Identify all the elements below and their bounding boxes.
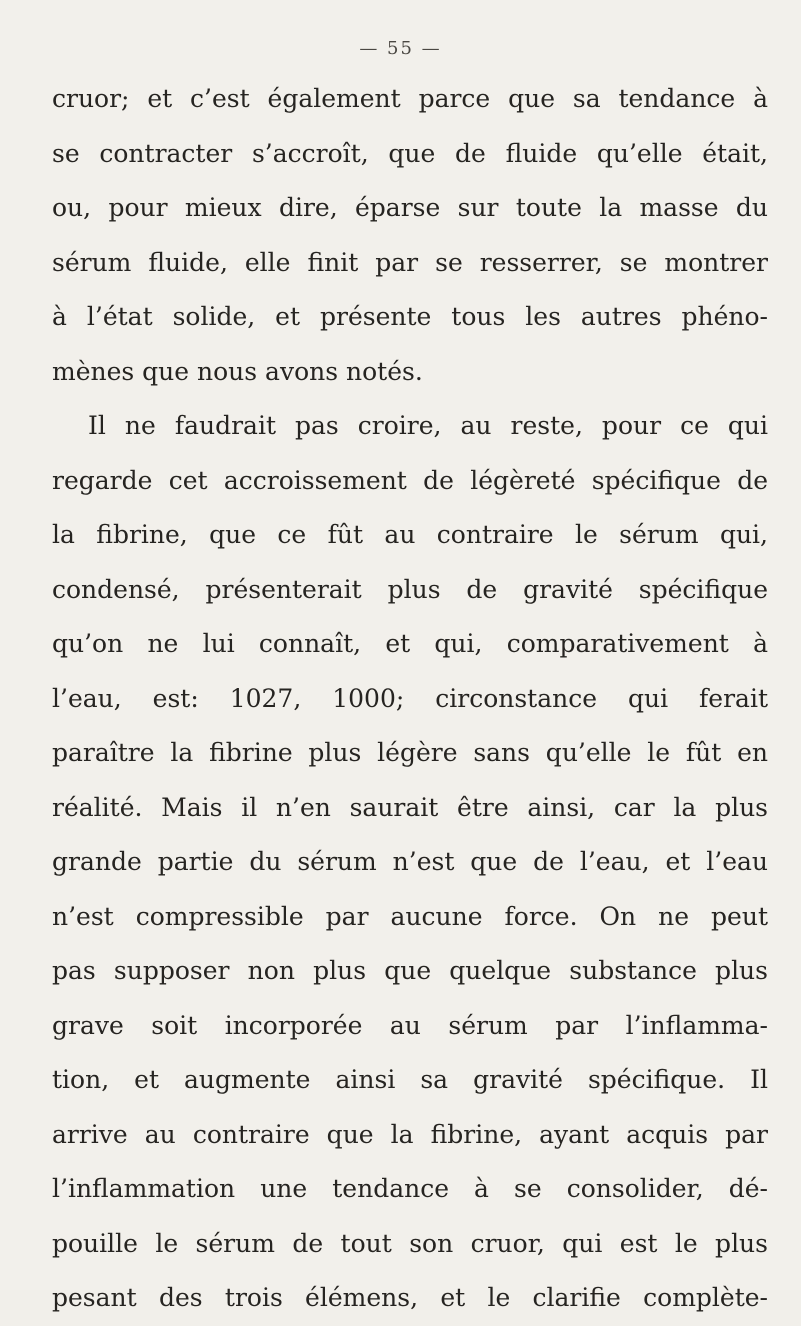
text-line: sérum fluide, elle finit par se resserrer, se montrer xyxy=(52,247,768,277)
body-text xyxy=(52,72,768,1326)
text-line: n’est compressible par aucune force. On ne peut xyxy=(52,901,768,931)
text-line: l’inflammation une tendance à se consolider, dé- xyxy=(52,1174,768,1203)
text-line: la fibrine, que ce fût au contraire le sérum qui, xyxy=(52,520,768,549)
text-line: ou, pour mieux dire, éparse sur toute la masse du xyxy=(52,193,768,222)
text-line: condensé, présenterait plus de gravité spécifique xyxy=(52,574,768,604)
text-line: se contracter s’accroît, que de fluide qu’elle était, xyxy=(52,138,768,168)
text-line: pesant des trois élémens, et le clarifie complète- xyxy=(52,1283,768,1312)
text-line: pas supposer non plus que quelque substance plus xyxy=(52,956,768,985)
text-line: grande partie du sérum n’est que de l’eau, et l’eau xyxy=(52,847,768,876)
text-line: pouille le sérum de tout son cruor, qui est le plus xyxy=(52,1228,768,1258)
text-line: regarde cet accroissement de légèreté spécifique de xyxy=(52,465,768,495)
text-line: mènes que nous avons notés. xyxy=(52,356,423,386)
paragraph-first-line: Il ne faudrait pas croire, au reste, pour ce qui xyxy=(88,411,768,440)
text-line: cruor; et c’est également parce que sa tendance à xyxy=(52,84,768,113)
text-line: paraître la fibrine plus légère sans qu’elle le fût en xyxy=(52,738,768,767)
text-line: à l’état solide, et présente tous les autres phéno- xyxy=(52,302,768,331)
text-line: arrive au contraire que la fibrine, ayant acquis par xyxy=(52,1119,768,1149)
text-line: l’eau, est: 1027, 1000; circonstance qui ferait xyxy=(52,683,768,713)
text-line: grave soit incorporée au sérum par l’inflamma- xyxy=(52,1010,768,1040)
text-line: réalité. Mais il n’en saurait être ainsi, car la plus xyxy=(52,792,768,822)
page-number: — 55 — xyxy=(359,38,442,59)
text-line: tion, et augmente ainsi sa gravité spécifique. Il xyxy=(52,1065,768,1094)
text-line: qu’on ne lui connaît, et qui, comparativement à xyxy=(52,629,768,658)
